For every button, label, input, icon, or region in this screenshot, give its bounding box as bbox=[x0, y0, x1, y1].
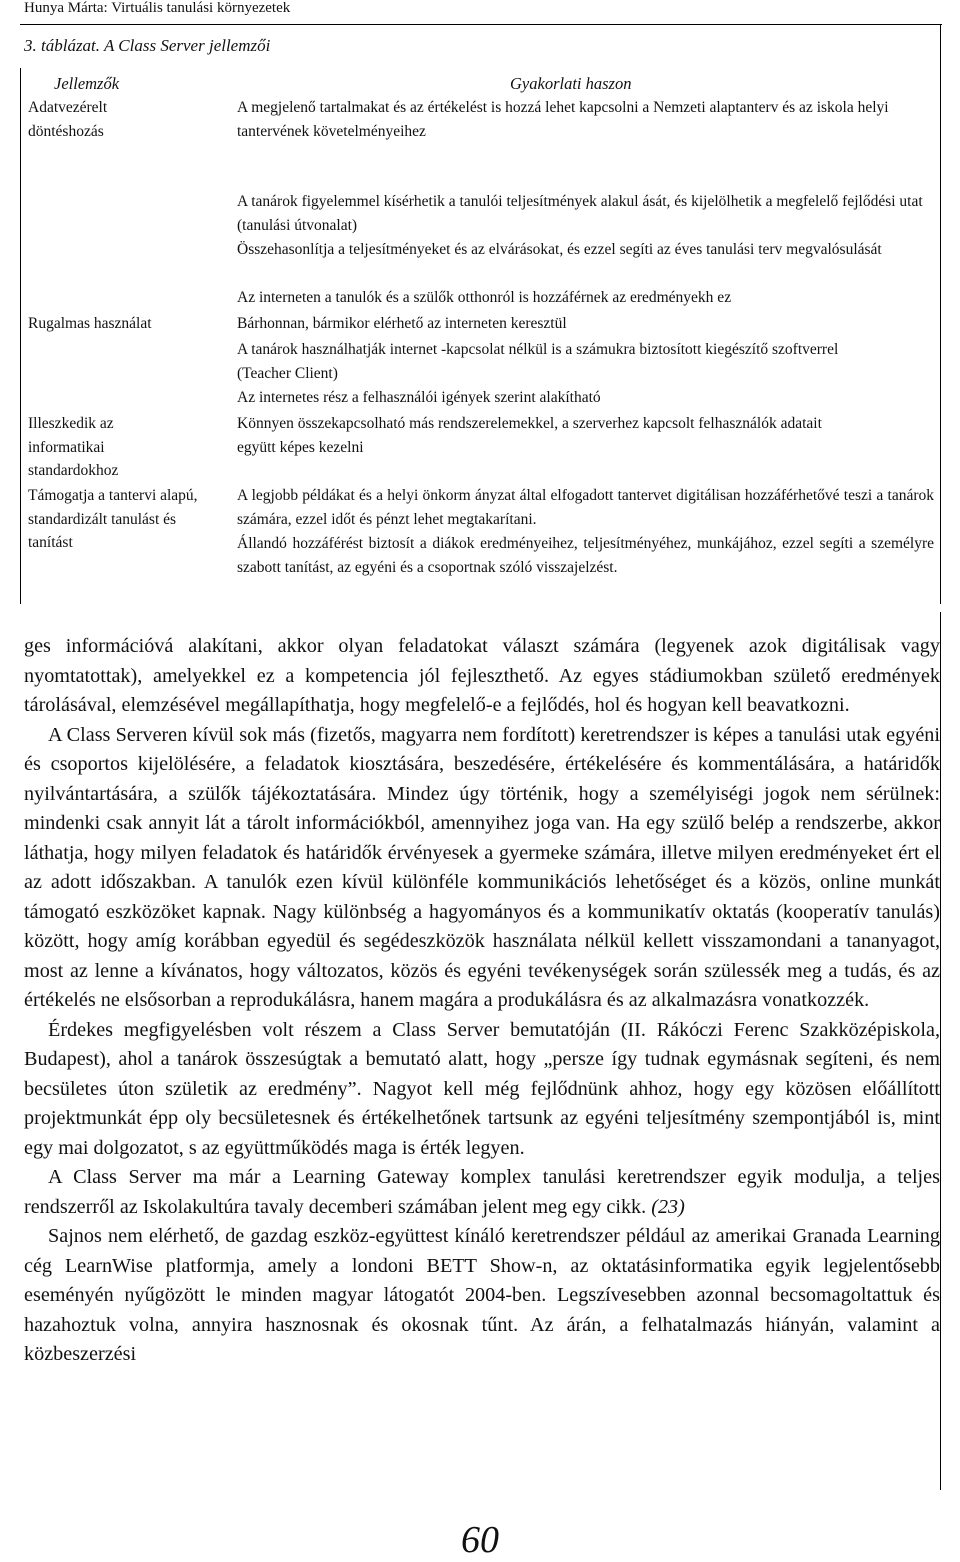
table-cell-benefit: Az internetes rész a felhasználói igények szerint alakítható bbox=[237, 389, 601, 406]
paragraph: A Class Serveren kívül sok más (fizetős, magyarra nem fordított) keretrendszer is képes a tanulási utak egyéni és csoportos kijelölésére, a feladatok kiosztására, beszedésére, értékelésére és kommentálására, a határidők nyilvántartására, a szülők tájékoztatására. Mindez úgy történik, hogy a személyiségi jogok nem sérülnek: mindenki csak annyit lát a tárolt információkból, amennyihez joga van. Ha egy szülő belép a rendszerbe, akkor láthatja, hogy milyen feladatok és határidők érvényesek a gyermeke számára, illetve milyen eredményeket ért el az adott időszakban. A tanulók ezen kívül különféle kommunikációs lehetőséget és a közös, online munkát támogató eszközöket kapnak. Nagy különbség a hagyományos és a kommunikatív oktatás (kooperatív tanulás) között, hogy amíg korábban egyedül és segédeszközök használata nélkül kellett visszamondani a tananyagot, most az lenne a kívánatos, hogy változatos, közös és egyéni tevékenységek során szülessék meg a tudás, és az értékelés ne elsősorban a reprodukálásra, hanem magára a produkálásra és az alkalmazásra vonatkozzék. bbox=[24, 723, 940, 1011]
table-cell-benefit: A legjobb példákat és a helyi önkorm ányzat által elfogadott tantervet digitálisan hozzáférhetővé teszi a tanárok számára, ezzel időt és pénzt lehet megtakarítani. bbox=[237, 487, 934, 528]
table-cell-feature: Adatvezérelt döntéshozás bbox=[28, 99, 108, 140]
table-cell-benefit: Bárhonnan, bármikor elérhető az interneten keresztül bbox=[237, 315, 567, 332]
table-left-border bbox=[20, 68, 21, 604]
table-header-benefits: Gyakorlati haszon bbox=[510, 74, 632, 93]
page-right-border bbox=[940, 612, 941, 1490]
table-cell-benefit: A megjelenő tartalmakat és az értékelést is hozzá lehet kapcsolni a Nemzeti alaptanterv és az iskola helyi tantervének követelményeihez bbox=[237, 99, 889, 140]
paragraph bbox=[24, 1163, 940, 1222]
table-caption: 3. táblázat. A Class Server jellemzői bbox=[24, 36, 271, 55]
body-text bbox=[24, 632, 940, 1370]
table-right-border bbox=[940, 24, 941, 604]
table-cell-benefit: Az interneten a tanulók és a szülők otthonról is hozzáférnek az eredményekh ez bbox=[237, 289, 732, 306]
paragraph: Érdekes megfigyelésben volt részem a Class Server bemutatóján (II. Rákóczi Ferenc Szakközépiskola, Budapest), ahol a tanárok összesúgtak a bemutató alatt, hogy „persze így tudnak egymásnak segíteni, és nem becsületes úton születik az eredmény”. Nagyot kell még fejlődnünk ahhoz, hogy egy közösen előállított projektmunkát épp oly becsületesnek és értékelhetőnek tartsunk az egyéni teljesítmény szempontjából is, mint egy mai dolgozatot, s az együttműködés maga is érték legyen. bbox=[24, 1018, 940, 1159]
paragraph-text: A Class Server ma már a Learning Gateway komplex tanulási keretrendszer egyik modulja, a teljes rendszerről az Iskolakultúra tavaly decemberi számában jelent meg egy cikk. bbox=[24, 1166, 940, 1218]
table-cell-benefit: A tanárok használhatják internet -kapcsolat nélkül is a számukra biztosított kiegészítő szoftverrel (Teacher Client) bbox=[237, 341, 839, 382]
table-cell-feature: Illeszkedik az informatikai standardokhoz bbox=[28, 415, 119, 479]
table-cell-benefit: A tanárok figyelemmel kísérhetik a tanulói teljesítmények alakul ását, és kijelölhetik a megfelelő fejlődési utat (tanulási útvonalat) bbox=[237, 193, 923, 234]
table-cell-feature: Rugalmas használat bbox=[28, 315, 152, 332]
citation: (23) bbox=[651, 1195, 685, 1218]
table-cell-benefit: Összehasonlítja a teljesítményeket és az elvárásokat, és ezzel segíti az éves tanulási terv megvalósulását bbox=[237, 241, 882, 258]
header-rule bbox=[20, 24, 942, 25]
paragraph: ges információvá alakítani, akkor olyan feladatokat választ számára (legyenek azok digitálisak vagy nyomtatottak), amelyekkel ez a kompetencia jól fejleszthető. Az egyes stádiumokban születő eredmények tárolásával, elemzésével megállapíthatja, hogy megfelelő-e a fejlődés, hol és hogyan kell beavatkozni. bbox=[24, 635, 940, 716]
table-cell-benefit: Állandó hozzáférést biztosít a diákok eredményeihez, teljesítményéhez, munkájához, ezzel segíti a személyre szabott tanítást, az egyéni és a csoportnak szóló visszajelzést. bbox=[237, 535, 934, 576]
page-number: 60 bbox=[461, 1519, 499, 1561]
table-header-features: Jellemzők bbox=[54, 74, 120, 93]
table-cell-benefit: Könnyen összekapcsolható más rendszerelemekkel, a szerverhez kapcsolt felhasználók adatait együtt képes kezelni bbox=[237, 415, 822, 456]
running-header: Hunya Márta: Virtuális tanulási környezetek bbox=[24, 0, 291, 16]
table-cell-feature: Támogatja a tantervi alapú, standardizált tanulást és tanítást bbox=[28, 487, 198, 551]
paragraph: Sajnos nem elérhető, de gazdag eszköz-együttest kínáló keretrendszer például az amerikai Granada Learning cég LearnWise platformja, amely a londoni BETT Show-n, az oktatásinformatika egyik legjelentősebb eseményén nyűgözött le minden magyar látogatót 2004-ben. Legszívesebben azonnal becsomagoltattuk és hazahoztuk volna, annyira hasznosnak és okosnak tűnt. Az árán, a felhatalmazás hiányán, valamint a közbeszerzési bbox=[24, 1225, 940, 1365]
